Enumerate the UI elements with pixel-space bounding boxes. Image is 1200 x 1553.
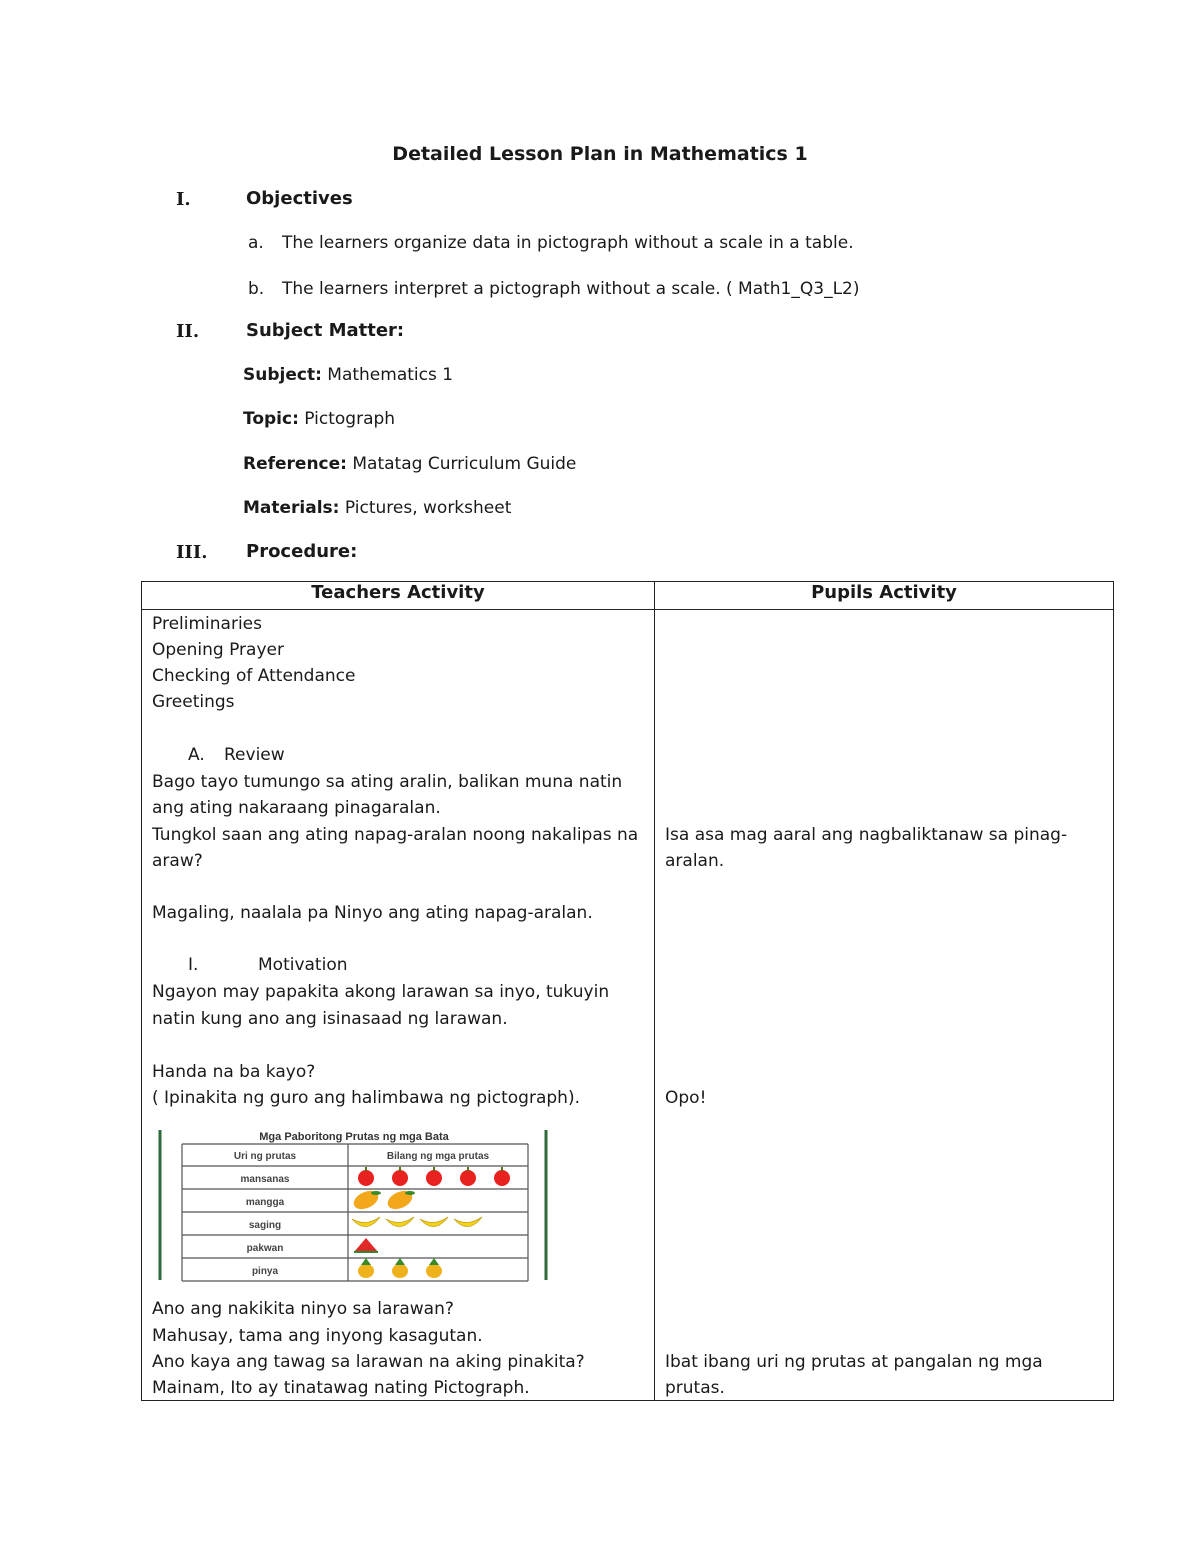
apple-icon: [426, 1170, 442, 1186]
section-3-numeral: III.: [176, 542, 208, 563]
prelim-line: Preliminaries: [152, 614, 262, 634]
motivation-line: Ngayon may papakita akong larawan sa inyo, tukuyin: [152, 982, 610, 1002]
pictograph-image: [158, 1130, 550, 1282]
reference-value: Matatag Curriculum Guide: [346, 454, 577, 474]
prelim-line: Checking of Attendance: [152, 666, 356, 686]
pictograph-fruit-label: pakwan: [246, 1243, 284, 1254]
procedure-heading: Procedure:: [246, 541, 358, 562]
apple-icon: [460, 1170, 476, 1186]
pictograph-col1-header: Uri ng prutas: [233, 1151, 297, 1162]
materials-value: Pictures, worksheet: [339, 498, 512, 518]
objective-a-text: The learners organize data in pictograph without a scale in a table.: [282, 233, 854, 253]
praise-line: Magaling, naalala pa Ninyo ang ating napag-aralan.: [152, 903, 593, 923]
pictograph-fruit-label: mangga: [245, 1197, 285, 1208]
pupil-answer-opo: Opo!: [665, 1088, 707, 1108]
pictograph-col2-header: Bilang ng mga prutas: [386, 1151, 490, 1162]
apple-icon: [392, 1170, 408, 1186]
ready-line: Handa na ba kayo?: [152, 1062, 316, 1082]
apple-icon: [494, 1170, 510, 1186]
document-title: Detailed Lesson Plan in Mathematics 1: [392, 143, 808, 165]
apple-icon: [358, 1170, 374, 1186]
review-line: araw?: [152, 851, 203, 871]
prelim-line: Greetings: [152, 692, 235, 712]
pictograph-fruit-label: pinya: [251, 1266, 279, 1277]
pupil-answer-line: Isa asa mag aaral ang nagbaliktanaw sa pinag-: [665, 825, 1068, 845]
topic-row: [243, 409, 395, 429]
pineapple-icon: [426, 1264, 442, 1278]
motivation-marker: I.: [188, 955, 199, 975]
materials-label: Materials:: [243, 498, 340, 518]
after-line: Mahusay, tama ang inyong kasagutan.: [152, 1326, 483, 1346]
review-marker: A.: [188, 745, 205, 765]
teacher-cell: [142, 610, 655, 1401]
teachers-activity-header: Teachers Activity: [142, 582, 655, 610]
objective-b-text: The learners interpret a pictograph without a scale. ( Math1_Q3_L2): [282, 279, 860, 299]
after-line: Mainam, Ito ay tinatawag nating Pictograph.: [152, 1378, 530, 1398]
review-line: Tungkol saan ang ating napag-aralan noong nakalipas na: [152, 825, 639, 845]
materials-row: [243, 498, 511, 518]
subject-matter-heading: Subject Matter:: [246, 320, 405, 341]
pineapple-icon: [358, 1264, 374, 1278]
reference-label: Reference:: [243, 454, 347, 474]
pictograph-title: Mga Paboritong Prutas ng mga Bata: [259, 1131, 449, 1143]
pupil-answer-line: Ibat ibang uri ng prutas at pangalan ng mga: [665, 1352, 1043, 1372]
pupil-cell: [655, 610, 1114, 1401]
section-1-numeral: I.: [176, 189, 191, 210]
review-line: Bago tayo tumungo sa ating aralin, balikan muna natin: [152, 772, 623, 792]
pictograph-fruit-label: mansanas: [240, 1174, 290, 1185]
review-line: ang ating nakaraang pinagaralan.: [152, 798, 441, 818]
topic-value: Pictograph: [298, 409, 396, 429]
pictograph-fruit-label: saging: [248, 1220, 282, 1231]
pupils-activity-header: Pupils Activity: [655, 582, 1114, 610]
motivation-line: natin kung ano ang isinasaad ng larawan.: [152, 1009, 508, 1029]
pupil-answer-line: prutas.: [665, 1378, 725, 1398]
objective-a-marker: a.: [248, 233, 264, 253]
procedure-table: [141, 581, 1114, 1401]
pineapple-icon: [392, 1264, 408, 1278]
prelim-line: Opening Prayer: [152, 640, 284, 660]
objectives-heading: Objectives: [246, 188, 353, 209]
after-line: Ano kaya ang tawag sa larawan na aking pinakita?: [152, 1352, 585, 1372]
section-2-numeral: II.: [176, 321, 200, 342]
after-line: Ano ang nakikita ninyo sa larawan?: [152, 1299, 454, 1319]
review-title: Review: [224, 745, 285, 765]
subject-row: [243, 365, 453, 385]
reference-row: [243, 454, 576, 474]
show-line: ( Ipinakita ng guro ang halimbawa ng pictograph).: [152, 1088, 580, 1108]
topic-label: Topic:: [243, 409, 299, 429]
pupil-answer-line: aralan.: [665, 851, 725, 871]
motivation-title: Motivation: [258, 955, 348, 975]
objective-b-marker: b.: [248, 279, 265, 299]
subject-label: Subject:: [243, 365, 322, 385]
subject-value: Mathematics 1: [321, 365, 454, 385]
